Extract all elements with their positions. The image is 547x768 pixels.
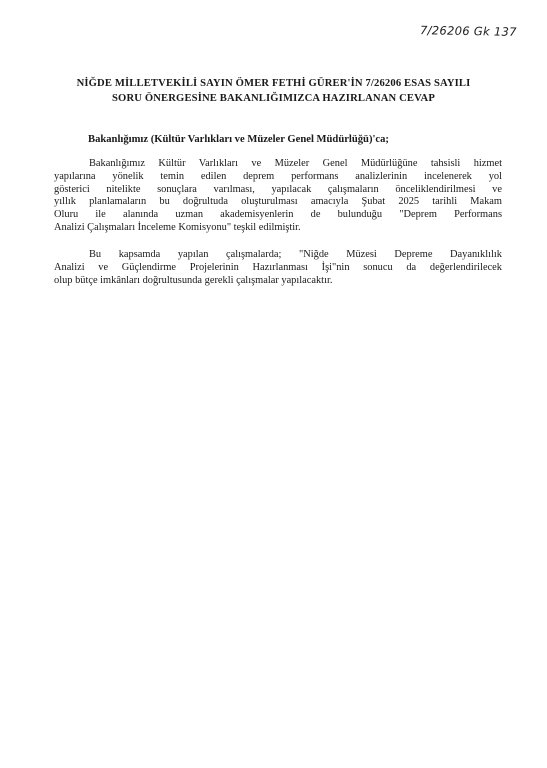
paragraph-line: yapılarına yönelik temin edilen deprem performans analizlerinin incelenerek yol [54,170,502,182]
document-title [40,76,507,106]
paragraph-line: Analizi ve Güçlendirme Projelerinin Hazırlanması İşi"nin sonucu da değerlendirilecek [54,261,502,273]
paragraph-line: Bu kapsamda yapılan çalışmalarda; "Niğde Müzesi Depreme Dayanıklılık [89,249,502,260]
paragraph-line: Bakanlığımız Kültür Varlıkları ve Müzeler Genel Müdürlüğüne tahsisli hizmet [89,158,502,169]
paragraph-line: yıllık planlamaların bu doğrultuda oluşturulması amacıyla Şubat 2025 tarihli Makam [54,196,502,208]
paragraph-line: Analizi Çalışmaları İnceleme Komisyonu" teşkil edilmiştir. [54,221,301,233]
handwritten-reference-note: 7/26206 Gk 137 [419,23,517,39]
paragraph-line: olup bütçe imkânları doğrultusunda gerekli çalışmalar yapılacaktır. [54,274,333,286]
ministry-subheading: Bakanlığımız (Kültür Varlıkları ve Müzeler Genel Müdürlüğü)'ca; [88,134,389,145]
paragraph-line: Oluru ile alanında uzman akademisyenlerin de bulunduğu "Deprem Performans [54,209,502,221]
title-line-2: SORU ÖNERGESİNE BAKANLIĞIMIZCA HAZIRLANAN CEVAP [112,93,435,104]
paragraph-commission [54,158,502,235]
title-line-1: NİĞDE MİLLETVEKİLİ SAYIN ÖMER FETHİ GÜRER'İN 7/26206 ESAS SAYILI [76,78,471,89]
paragraph-line: gösterici nitelikte sonuçlara varılması, yapılacak çalışmaların önceliklendirilmesi ve [54,183,502,195]
paragraph-nigde-museum [54,249,502,287]
